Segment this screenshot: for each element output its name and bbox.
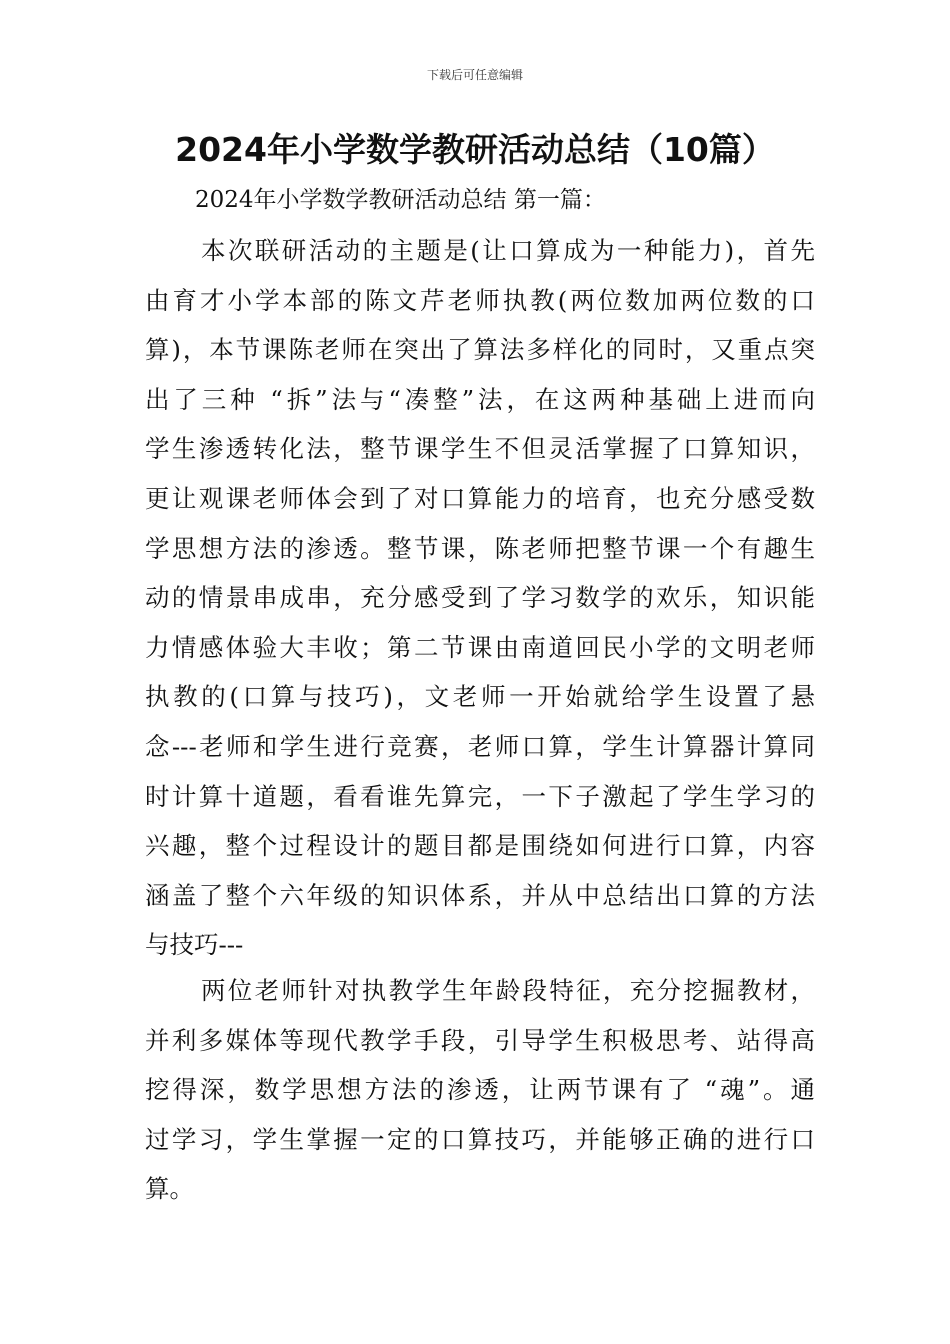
paragraph-line: 并利多媒体等现代教学手段，引导学生积极思考、站得高 <box>145 1025 815 1055</box>
paragraph-line: 出了三种 “拆”法与“凑整”法，在这两种基础上进而向 <box>145 384 815 414</box>
paragraph-2 <box>145 966 815 1214</box>
header-note: 下载后可任意编辑 <box>426 68 523 82</box>
section-heading: 2024年小学数学教研活动总结 第一篇： <box>195 187 606 213</box>
paragraph-line: 算。 <box>145 1174 194 1204</box>
paragraph-line: 过学习，学生掌握一定的口算技巧，并能够正确的进行口 <box>145 1124 815 1154</box>
paragraph-line: 动的情景串成串，充分感受到了学习数学的欢乐，知识能 <box>145 583 815 613</box>
paragraph-line: 念---老师和学生进行竞赛，老师口算，学生计算器计算同 <box>145 731 815 761</box>
paragraph-line: 时计算十道题，看看谁先算完，一下子激起了学生学习的 <box>145 781 815 811</box>
paragraph-line: 更让观课老师体会到了对口算能力的培育，也充分感受数 <box>145 483 815 513</box>
paragraph-line: 算)，本节课陈老师在突出了算法多样化的同时，又重点突 <box>145 335 815 365</box>
paragraph-line: 涵盖了整个六年级的知识体系，并从中总结出口算的方法 <box>145 880 815 910</box>
paragraph-line: 两位老师针对执教学生年龄段特征，充分挖掘教材， <box>201 976 815 1005</box>
paragraph-line: 力情感体验大丰收；第二节课由南道回民小学的文明老师 <box>145 632 815 662</box>
paragraph-line: 挖得深，数学思想方法的渗透，让两节课有了 “魂”。通 <box>145 1075 815 1105</box>
paragraph-line: 与技巧--- <box>145 930 244 960</box>
paragraph-line: 学思想方法的渗透。整节课，陈老师把整节课一个有趣生 <box>145 533 815 563</box>
paragraph-line: 兴趣，整个过程设计的题目都是围绕如何进行口算，内容 <box>145 831 815 861</box>
paragraph-1 <box>145 226 815 970</box>
paragraph-line: 本次联研活动的主题是(让口算成为一种能力)，首先 <box>201 236 815 265</box>
paragraph-line: 学生渗透转化法，整节课学生不但灵活掌握了口算知识， <box>145 434 815 464</box>
paragraph-line: 由育才小学本部的陈文芹老师执教(两位数加两位数的口 <box>145 285 815 315</box>
paragraph-line: 执教的(口算与技巧)，文老师一开始就给学生设置了悬 <box>145 682 815 712</box>
document-title: 2024年小学数学教研活动总结（10篇） <box>175 130 775 169</box>
